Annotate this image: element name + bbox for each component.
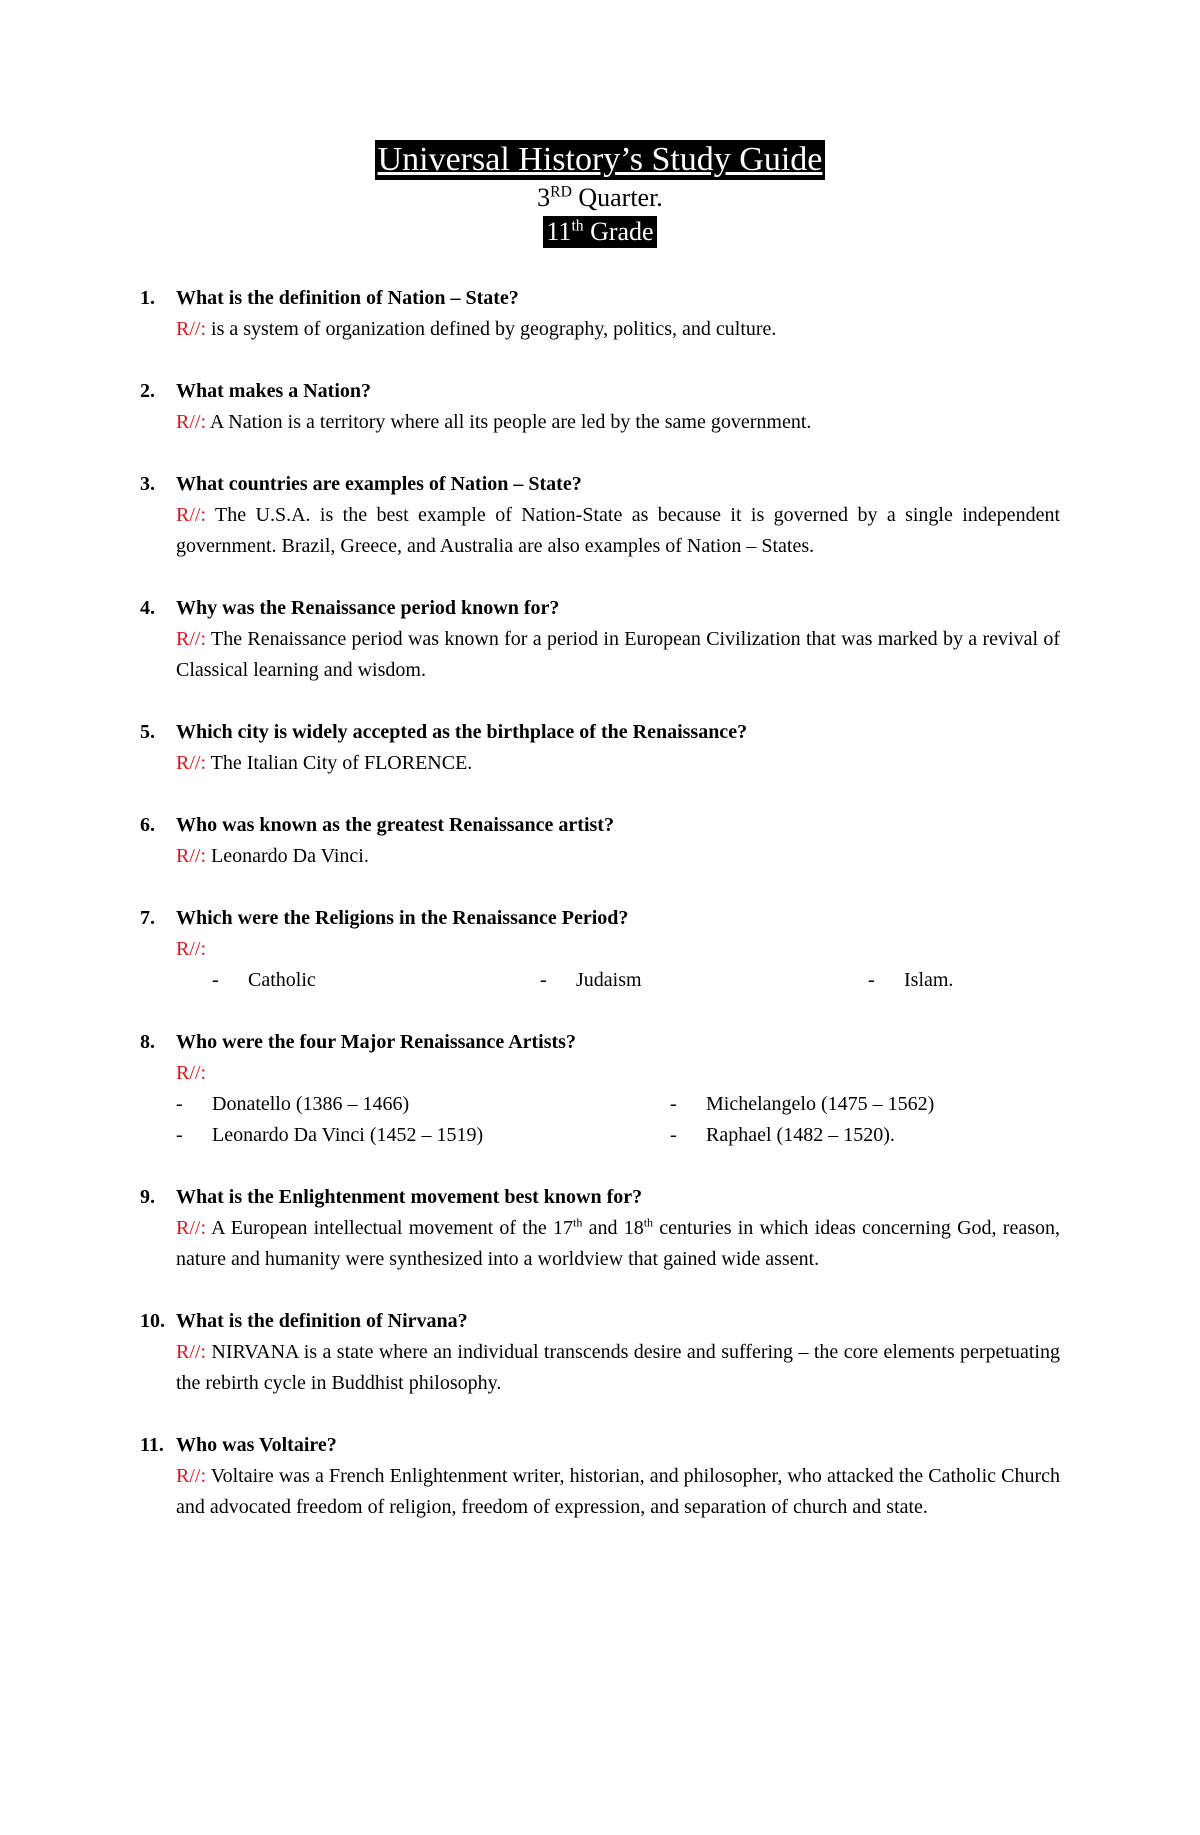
- answer-body: NIRVANA is a state where an individual transcends desire and suffering – the core elements perpetuating the rebirth cycle in Buddhist philosophy.: [176, 1341, 1060, 1394]
- answer-label: R//:: [176, 318, 207, 340]
- grade-text: Grade: [583, 217, 654, 246]
- question-item: [140, 593, 1060, 686]
- answer-text: [140, 500, 1060, 562]
- list-item: [540, 965, 868, 996]
- list-dash: -: [176, 1093, 183, 1115]
- list-item: [670, 1120, 1060, 1151]
- answer-body-start: A European intellectual movement of the 17: [206, 1217, 573, 1239]
- list-item-text: Islam.: [904, 969, 954, 991]
- question-number: 6.: [140, 814, 155, 836]
- answer-superscript: th: [643, 1215, 654, 1230]
- answer-superscript: th: [572, 1215, 583, 1230]
- answer-label: R//:: [176, 752, 207, 774]
- question-list: [140, 283, 1060, 1554]
- list-item-text: Catholic: [248, 969, 316, 991]
- question-text: Who was known as the greatest Renaissance artist?: [176, 814, 614, 836]
- question-item: [140, 283, 1060, 345]
- question-text: What is the definition of Nirvana?: [176, 1310, 468, 1332]
- question-text: What is the definition of Nation – State?: [176, 287, 519, 309]
- answer-label: R//:: [176, 628, 207, 650]
- list-item: [176, 1120, 670, 1151]
- question-number: 3.: [140, 473, 155, 495]
- question-number: 7.: [140, 907, 155, 929]
- list-dash: -: [670, 1093, 677, 1115]
- list-dash: -: [670, 1124, 677, 1146]
- list-item-text: Donatello (1386 – 1466): [212, 1093, 410, 1115]
- list-item: [670, 1089, 1060, 1120]
- list-item: [868, 965, 953, 996]
- answer-body: A Nation is a territory where all its people are led by the same government.: [206, 411, 812, 433]
- question-text: What countries are examples of Nation – State?: [176, 473, 582, 495]
- answer-text: [140, 407, 1060, 438]
- answer-label: R//:: [176, 411, 207, 433]
- answer-body: Voltaire was a French Enlightenment writer, historian, and philosopher, who attacked the Catholic Church and advocated freedom of religion, freedom of expression, and separation of church and state.: [176, 1465, 1060, 1518]
- answer-text: [140, 624, 1060, 686]
- question-text: What is the Enlightenment movement best known for?: [176, 1186, 643, 1208]
- answer-text: [140, 934, 1060, 965]
- question-number: 11.: [140, 1434, 164, 1456]
- answer-label: R//:: [176, 1062, 207, 1084]
- answer-body: The U.S.A. is the best example of Nation-State as because it is governed by a single independent government. Brazil, Greece, and Australia are also examples of Nation – States.: [176, 504, 1060, 557]
- answer-label: R//:: [176, 938, 207, 960]
- question-number: 4.: [140, 597, 155, 619]
- answer-text: [140, 1337, 1060, 1399]
- question-item: [140, 469, 1060, 562]
- religion-list: [140, 965, 1060, 996]
- list-dash: -: [212, 969, 219, 991]
- answer-body: Leonardo Da Vinci.: [206, 845, 369, 867]
- question-number: 9.: [140, 1186, 155, 1208]
- question-text: Who was Voltaire?: [176, 1434, 337, 1456]
- question-number: 5.: [140, 721, 155, 743]
- answer-body: is a system of organization defined by geography, politics, and culture.: [206, 318, 777, 340]
- question-item: [140, 1430, 1060, 1523]
- answer-text: [140, 841, 1060, 872]
- answer-text: [140, 1213, 1060, 1275]
- list-dash: -: [868, 969, 875, 991]
- answer-label: R//:: [176, 504, 207, 526]
- question-text: Which were the Religions in the Renaissance Period?: [176, 907, 629, 929]
- answer-label: R//:: [176, 845, 207, 867]
- question-item: [140, 810, 1060, 872]
- question-item: [140, 1027, 1060, 1151]
- answer-text: [140, 314, 1060, 345]
- grade-number: 11: [546, 217, 572, 246]
- question-text: Why was the Renaissance period known for?: [176, 597, 560, 619]
- quarter-text: Quarter.: [571, 183, 663, 212]
- answer-text: [140, 1461, 1060, 1523]
- question-item: [140, 376, 1060, 438]
- list-item: [176, 1089, 670, 1120]
- question-text: Who were the four Major Renaissance Artists?: [176, 1031, 576, 1053]
- question-item: [140, 717, 1060, 779]
- answer-body-middle: and 18: [582, 1217, 644, 1239]
- question-number: 10.: [140, 1310, 165, 1332]
- answer-label: R//:: [176, 1217, 207, 1239]
- question-item: [140, 1182, 1060, 1275]
- answer-text: [140, 1058, 1060, 1089]
- list-dash: -: [176, 1124, 183, 1146]
- grade-label: [543, 216, 656, 248]
- list-item: [212, 965, 540, 996]
- answer-label: R//:: [176, 1465, 207, 1487]
- answer-label: R//:: [176, 1341, 207, 1363]
- quarter-superscript: RD: [550, 183, 572, 201]
- answer-body: The Renaissance period was known for a period in European Civilization that was marked by a revival of Classical learning and wisdom.: [176, 628, 1060, 681]
- question-text: Which city is widely accepted as the birthplace of the Renaissance?: [176, 721, 748, 743]
- answer-body-end: centuries in which ideas concerning God, reason, nature and humanity were synthesized into a worldview that gained wide assent.: [176, 1217, 1060, 1270]
- list-item-text: Leonardo Da Vinci (1452 – 1519): [212, 1124, 484, 1146]
- question-number: 1.: [140, 287, 155, 309]
- question-text: What makes a Nation?: [176, 380, 372, 402]
- question-number: 2.: [140, 380, 155, 402]
- answer-text: [140, 748, 1060, 779]
- answer-body: The Italian City of FLORENCE.: [206, 752, 473, 774]
- question-number: 8.: [140, 1031, 155, 1053]
- artist-list: [140, 1089, 1060, 1151]
- question-item: [140, 903, 1060, 996]
- question-item: [140, 1306, 1060, 1399]
- quarter-line: [0, 182, 1200, 214]
- grade-superscript: th: [571, 217, 584, 235]
- document-header: [0, 140, 1200, 248]
- list-item-text: Michelangelo (1475 – 1562): [706, 1093, 935, 1115]
- list-item-text: Judaism: [576, 969, 642, 991]
- quarter-number: 3: [537, 183, 551, 212]
- list-item-text: Raphael (1482 – 1520).: [706, 1124, 895, 1146]
- document-title: Universal History’s Study Guide: [375, 140, 826, 180]
- list-dash: -: [540, 969, 547, 991]
